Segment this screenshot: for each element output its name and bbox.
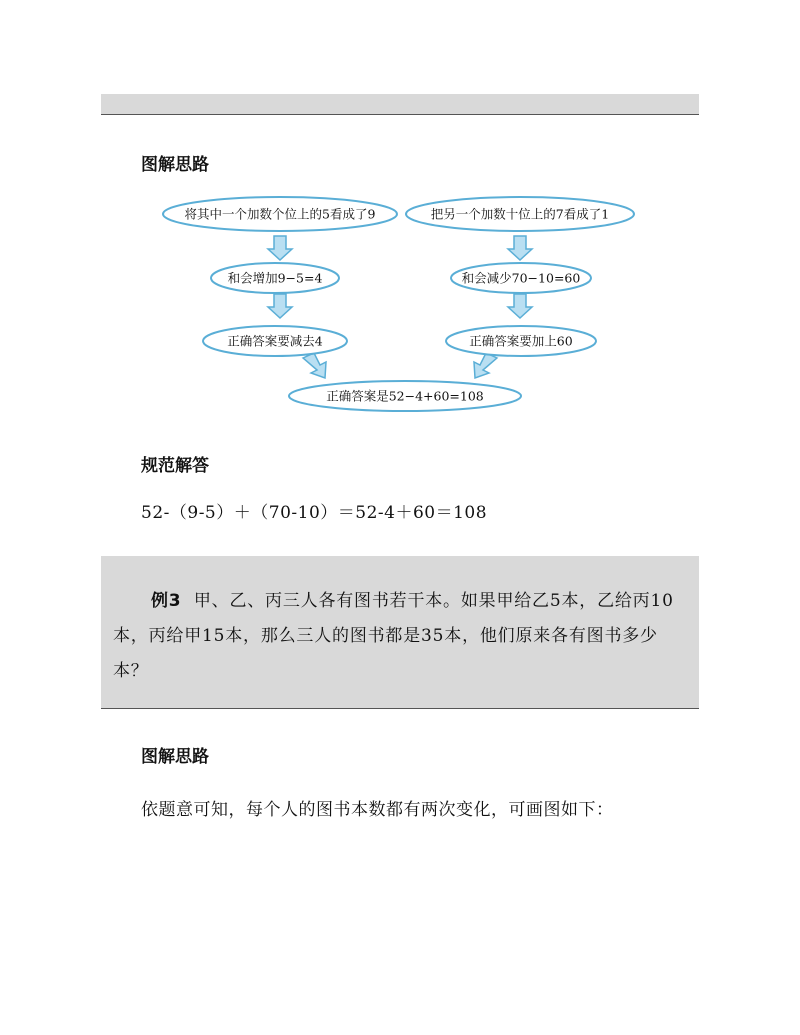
node-right-bot-label: 正确答案要加上60 — [469, 333, 573, 349]
node-left-bot-label: 正确答案要减去4 — [227, 333, 323, 349]
node-left-top — [163, 197, 397, 231]
node-right-top — [406, 197, 634, 231]
arrow-left-2 — [268, 294, 292, 318]
solution-formula: 52-（9-5）＋（70-10）＝52-4＋60＝108 — [141, 503, 488, 523]
node-left-mid-label: 和会增加9−5=4 — [227, 270, 323, 286]
example-box — [101, 556, 699, 709]
example-paragraph — [113, 584, 691, 689]
node-left-bot — [203, 326, 347, 356]
arrow-left-1 — [268, 236, 292, 260]
arrow-right-2 — [508, 294, 532, 318]
node-right-mid-label: 和会减少70−10=60 — [461, 270, 581, 286]
section-heading-diagram: 图解思路 — [141, 155, 209, 175]
node-final-label: 正确答案是52−4+60=108 — [326, 388, 484, 404]
node-right-bot — [446, 326, 596, 356]
node-left-mid — [211, 263, 339, 293]
arrow-right-3 — [474, 353, 497, 378]
example-label: 例3 — [151, 591, 182, 611]
node-right-top-label: 把另一个加数十位上的7看成了1 — [430, 206, 610, 222]
body-paragraph: 依题意可知，每个人的图书本数都有两次变化，可画图如下： — [141, 800, 614, 820]
node-right-mid — [451, 263, 591, 293]
section-heading-solution: 规范解答 — [141, 456, 209, 476]
node-final — [289, 381, 521, 411]
node-left-top-label: 将其中一个加数个位上的5看成了9 — [184, 206, 376, 222]
arrow-left-3 — [303, 353, 326, 378]
section-heading-diagram-2: 图解思路 — [141, 747, 209, 767]
example-text: 甲、乙、丙三人各有图书若干本。如果甲给乙5本，乙给丙10本，丙给甲15本，那么三人的图书都是35本，他们原来各有图书多少本？ — [113, 591, 674, 681]
arrow-right-1 — [508, 236, 532, 260]
